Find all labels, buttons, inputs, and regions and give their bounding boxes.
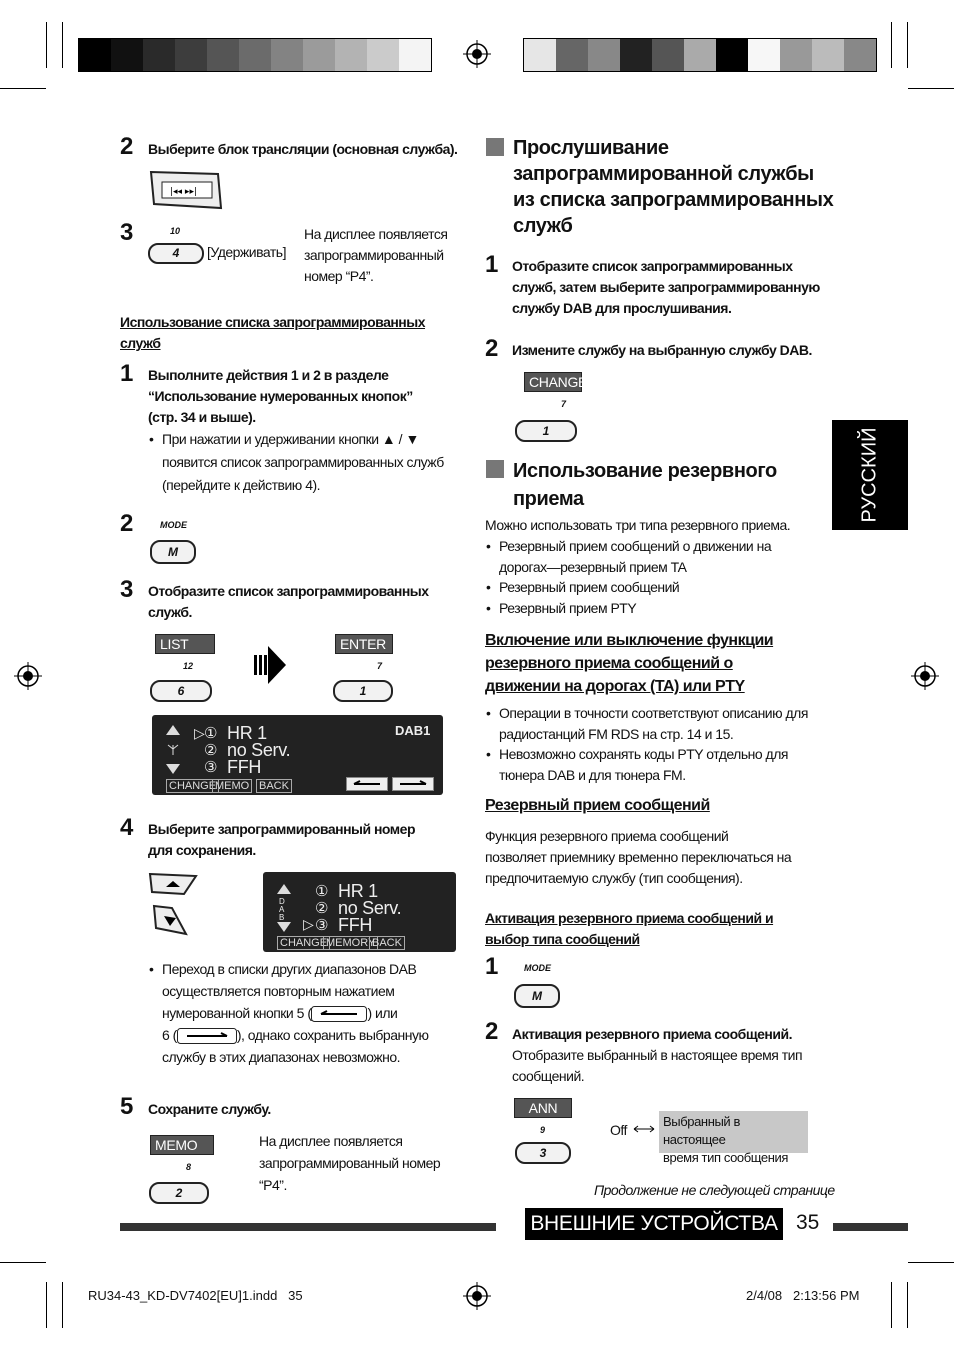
button-number: 9 <box>540 1125 546 1135</box>
step-line: Выполните действия 1 и 2 в разделе <box>148 367 389 383</box>
sub-heading-line: Активация резервного приема сообщений и <box>485 910 774 926</box>
section-heading <box>513 135 833 239</box>
bullet-line: службу в этих диапазонах невозможно. <box>162 1049 401 1065</box>
message-type-box <box>659 1111 808 1165</box>
step-number: 2 <box>120 133 134 160</box>
up-button-icon[interactable] <box>148 872 198 896</box>
section-square-icon <box>486 138 504 156</box>
service-line: no Serv. <box>338 898 402 918</box>
svg-text:|◂◂ ▸▸|: |◂◂ ▸▸| <box>170 187 197 197</box>
service-line: HR 1 <box>338 881 378 901</box>
bullet-line: дорогах—резервный прием TA <box>499 559 687 575</box>
arrow-right-icon <box>254 646 286 684</box>
crop-mark <box>46 1282 47 1328</box>
step-text: Измените службу на выбранную службу DAB. <box>512 342 812 358</box>
heading-line: приема <box>513 488 584 510</box>
step-line: сообщений. <box>512 1068 585 1084</box>
bullet-fragment: ), однако сохранить выбранную <box>236 1027 429 1043</box>
bullet-line <box>162 1002 462 1024</box>
bullet-item <box>162 428 444 497</box>
cursor-icon: ▷ <box>303 916 314 932</box>
band-label: DAB1 <box>395 723 431 738</box>
right-arrow-icon <box>177 1028 237 1044</box>
softkey-back[interactable]: BACK <box>256 779 292 793</box>
button-number: 7 <box>561 399 567 409</box>
service-line: FFH <box>338 915 373 935</box>
enter-softkey[interactable]: ENTER <box>335 634 393 654</box>
bullet-line <box>162 1024 462 1046</box>
marker: ① <box>204 725 218 742</box>
step-number: 1 <box>120 360 134 387</box>
bullet-line: • При нажатии и удерживании кнопки ▲ / ▼ <box>162 431 419 447</box>
bullet-line: осуществляется повторным нажатием <box>162 983 395 999</box>
step-text: Сохраните службу. <box>148 1101 271 1117</box>
heading-line: служб <box>513 215 573 237</box>
section-label-text: ВНЕШНИЕ УСТРОЙСТВА <box>530 1212 778 1235</box>
bullet-line: • Переход в списки других диапазонов DAB <box>162 961 417 977</box>
softkey-memory[interactable]: MEMORY <box>323 936 378 950</box>
note-line: На дисплее появляется <box>304 226 448 242</box>
step-line: Выберите запрограммированный номер <box>148 821 415 837</box>
step-text <box>148 581 429 623</box>
bullet-item: • Резервный прием сообщений <box>499 577 679 598</box>
color-bar-left <box>78 38 432 72</box>
seek-button-icon[interactable] <box>148 168 224 212</box>
print-date-info: 2/4/08 2:13:56 PM <box>746 1288 860 1303</box>
paragraph-line: позволяет приемнику временно переключаться на <box>485 849 792 865</box>
registration-mark-right <box>911 662 939 690</box>
registration-mark-left <box>14 662 42 690</box>
mode-label: MODE <box>524 963 551 973</box>
bullet-fragment: ) или <box>367 1005 398 1021</box>
bullet-item: • Резервный прием PTY <box>499 598 636 619</box>
service-line: FFH <box>227 757 262 777</box>
step-line: Отобразите список запрограммированных <box>512 258 793 274</box>
step-text <box>148 365 413 428</box>
bullet-line: тюнера DAB и для тюнера FM. <box>499 767 686 783</box>
note-line: На дисплее появляется <box>259 1133 403 1149</box>
box-line: время тип сообщения <box>663 1150 789 1165</box>
step-text <box>148 819 415 861</box>
ann-softkey[interactable]: ANN <box>514 1098 572 1118</box>
hold-label: [Удерживать] <box>207 244 286 260</box>
crop-mark <box>891 22 892 68</box>
crop-mark <box>0 88 46 89</box>
step-number: 5 <box>120 1093 134 1120</box>
crop-mark <box>46 22 47 68</box>
left-arrow-icon[interactable] <box>346 777 388 791</box>
heading-line: Использование резервного <box>513 460 777 482</box>
memo-softkey[interactable]: MEMO <box>150 1135 214 1155</box>
marker: ① <box>315 883 329 900</box>
crop-mark <box>907 1282 908 1328</box>
right-arrow-icon[interactable] <box>392 777 434 791</box>
softkey-back[interactable]: BACK <box>369 936 405 950</box>
double-arrow-icon <box>632 1124 656 1134</box>
section-heading <box>513 457 777 513</box>
step-line: служб, затем выберите запрограммированную <box>512 279 820 295</box>
note-line: номер “P4”. <box>304 268 374 284</box>
color-bar-right <box>523 38 877 72</box>
note-line: “P4”. <box>259 1177 287 1193</box>
preset-button-6[interactable]: 6 <box>150 680 212 702</box>
step-number: 2 <box>485 1018 499 1045</box>
heading-line: запрограммированной службы <box>513 163 814 185</box>
sub-heading <box>120 312 425 354</box>
preset-button-1[interactable]: 1 <box>515 420 577 442</box>
button-number: 10 <box>170 226 181 236</box>
softkey-memo[interactable]: MEMO <box>212 779 252 793</box>
bullet-item <box>162 958 462 1068</box>
step-text: Выберите блок трансляции (основная служба). <box>148 141 458 157</box>
footer-section-label <box>525 1208 783 1240</box>
step-number: 3 <box>120 576 134 603</box>
bullet-line: • Резервный прием сообщений о движении на <box>499 538 772 554</box>
preset-button-1[interactable]: 1 <box>333 680 393 702</box>
box-line: Выбранный в настоящее <box>663 1114 741 1147</box>
section-square-icon <box>486 460 504 478</box>
crop-mark <box>0 1262 46 1263</box>
bullet-fragment: 6 ( <box>162 1027 177 1043</box>
step-number: 2 <box>485 335 499 362</box>
softkey-change[interactable]: CHANGE <box>277 936 330 950</box>
step-number: 4 <box>120 814 134 841</box>
marker: ③ <box>315 917 329 934</box>
paragraph <box>485 826 791 889</box>
preset-button-4[interactable]: 4 <box>148 243 204 264</box>
list-softkey[interactable]: LIST <box>155 634 215 654</box>
registration-mark-bottom <box>463 1282 491 1310</box>
print-file-info: RU34-43_KD-DV7402[EU]1.indd 35 <box>88 1288 303 1303</box>
button-number: 12 <box>183 661 194 671</box>
left-arrow-icon <box>311 1006 367 1022</box>
footer-rule-left <box>120 1223 496 1231</box>
step-number: 1 <box>485 953 499 980</box>
crop-mark <box>62 22 63 68</box>
bullet-line: • Операции в точности соответствуют описанию для <box>499 705 808 721</box>
preset-button-2[interactable]: 2 <box>149 1182 209 1204</box>
step-line: Отобразите список запрограммированных <box>148 583 429 599</box>
display-note <box>304 224 447 287</box>
step-line: (стр. 34 и выше). <box>148 409 256 425</box>
step-text: Активация резервного приема сообщений. <box>512 1026 792 1042</box>
crop-mark <box>908 88 954 89</box>
step-line: для сохранения. <box>148 842 256 858</box>
off-label: Off <box>610 1122 627 1138</box>
sub-heading: Резервный прием сообщений <box>485 797 710 814</box>
down-arrow-icon <box>166 764 180 774</box>
step-line: службу DAB для прослушивания. <box>512 300 732 316</box>
sub-heading-line: движении на дорогах (TA) или PTY <box>485 678 745 695</box>
marker: ③ <box>204 759 218 776</box>
bullet-fragment: нумерованной кнопки 5 ( <box>162 1005 312 1021</box>
step-number: 2 <box>120 510 134 537</box>
footer-rule-right <box>833 1223 908 1231</box>
registration-mark-top <box>463 40 491 68</box>
page-number: 35 <box>796 1211 820 1234</box>
change-softkey[interactable]: CHANGE <box>524 372 582 392</box>
bullet-line: (перейдите к действию 4). <box>162 477 321 493</box>
crop-mark <box>907 22 908 68</box>
sub-heading <box>485 629 773 698</box>
antenna-icon <box>167 743 179 755</box>
step-number: 1 <box>485 251 499 278</box>
bullet-line: появится список запрограммированных служб <box>162 454 444 470</box>
down-button-icon[interactable] <box>150 904 190 936</box>
continued-note: Продолжение не следующей странице <box>594 1182 835 1198</box>
mode-button[interactable]: M <box>150 540 196 564</box>
display-note <box>259 1130 440 1196</box>
bullet-item <box>499 703 808 745</box>
down-arrow-icon <box>277 922 291 932</box>
crop-mark <box>891 1282 892 1328</box>
sub-heading-line: выбор типа сообщений <box>485 931 640 947</box>
paragraph-line: Функция резервного приема сообщений <box>485 828 729 844</box>
language-tab <box>832 420 908 530</box>
cursor-icon: ▷ <box>194 725 205 741</box>
crop-mark <box>908 1262 954 1263</box>
intro-text: Можно использовать три типа резервного приема. <box>485 517 791 533</box>
step-text <box>512 256 820 319</box>
sub-heading <box>485 908 773 950</box>
button-number: 8 <box>186 1162 192 1172</box>
bullet-item <box>499 536 771 578</box>
marker: ② <box>315 900 329 917</box>
crop-mark <box>62 1282 63 1328</box>
step-number: 3 <box>120 219 134 246</box>
sub-heading-line: Включение или выключение функции <box>485 632 774 649</box>
button-number: 7 <box>377 661 383 671</box>
note-line: запрограммированный <box>304 247 444 263</box>
lcd-display <box>152 715 443 795</box>
step-description <box>512 1045 802 1087</box>
step-line: Отобразите выбранный в настоящее время тип <box>512 1047 803 1063</box>
preset-button-3[interactable]: 3 <box>515 1142 571 1164</box>
mode-label: MODE <box>160 520 187 530</box>
service-line: no Serv. <box>227 740 291 760</box>
sub-heading-line: служб <box>120 335 161 351</box>
softkey-change[interactable]: CHANGE <box>166 779 219 793</box>
step-line: “Использование нумерованных кнопок” <box>148 388 413 404</box>
heading-line: из списка запрограммированных <box>513 189 834 211</box>
up-arrow-icon <box>166 725 180 735</box>
bullet-line: • Невозможно сохранять коды PTY отдельно для <box>499 746 788 762</box>
up-arrow-icon <box>277 884 291 894</box>
language-tab-label: РУССКИЙ <box>858 427 881 523</box>
service-line: HR 1 <box>227 723 267 743</box>
lcd-display <box>263 872 456 952</box>
heading-line: Прослушивание <box>513 137 669 159</box>
sub-heading-line: резервного приема сообщений о <box>485 655 733 672</box>
marker: ② <box>204 742 218 759</box>
sub-heading-line: Использование списка запрограммированных <box>120 314 426 330</box>
paragraph-line: предпочитаемую службу (тип сообщения). <box>485 870 743 886</box>
bullet-line: радиостанций FM RDS на стр. 14 и 15. <box>499 726 734 742</box>
bullet-item <box>499 744 788 786</box>
mode-button[interactable]: M <box>514 984 560 1008</box>
band-vertical-label: DAB <box>279 897 285 922</box>
step-line: служб. <box>148 604 192 620</box>
note-line: запрограммированный номер <box>259 1155 441 1171</box>
